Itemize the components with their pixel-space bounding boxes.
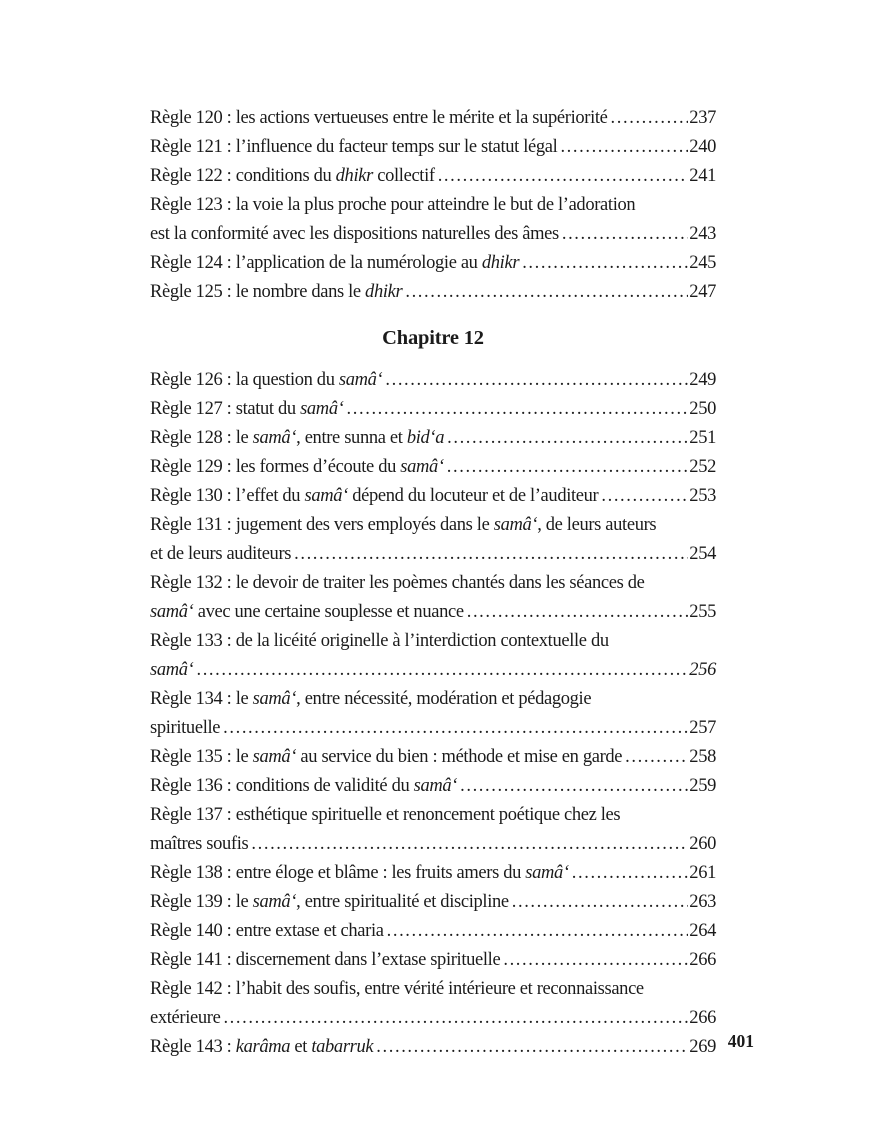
- toc-page-number: 237: [689, 108, 716, 128]
- toc-page-number: 260: [689, 834, 716, 854]
- toc-entry-text: [150, 482, 598, 511]
- toc-entry-text: [150, 515, 656, 535]
- toc-entry-line-last: [150, 220, 716, 249]
- toc-entry-text: [150, 195, 635, 215]
- toc-entry: [150, 511, 716, 569]
- dot-leader: [447, 453, 689, 482]
- toc-entry-line-last: [150, 656, 716, 685]
- toc-text-segment: Règle 132 : le devoir de traiter les poèmes chantés dans les séances de: [150, 573, 645, 593]
- toc-entry: [150, 482, 716, 511]
- dot-leader: [512, 888, 689, 917]
- dot-leader: [560, 133, 688, 162]
- toc-entry-text: [150, 1004, 220, 1033]
- toc-text-segment: Règle 142 : l’habit des soufis, entre vérité intérieure et reconnaissance: [150, 979, 644, 999]
- toc-entry-line-last: [150, 714, 716, 743]
- toc-text-segment: Règle 130 : l’effet du: [150, 486, 305, 506]
- toc-entry-text: [150, 859, 569, 888]
- toc-entry-line: [150, 685, 716, 714]
- toc-text-segment: dépend du locuteur et de l’auditeur: [347, 486, 599, 506]
- toc-text-segment: , de leurs auteurs: [537, 515, 657, 535]
- dot-leader: [601, 482, 688, 511]
- toc-page-number: 261: [689, 863, 716, 883]
- dot-leader: [572, 859, 689, 888]
- toc-page-number: 247: [689, 282, 716, 302]
- toc-entry: [150, 366, 716, 395]
- toc-text-segment: Règle 127 : statut du: [150, 399, 301, 419]
- toc-text-segment: Règle 128 : le: [150, 428, 253, 448]
- toc-text-segment: Règle 123 : la voie la plus proche pour atteindre le but de l’adoration: [150, 195, 636, 215]
- toc-page-number: 264: [689, 921, 716, 941]
- italic-term: dhikr: [481, 253, 520, 273]
- italic-term: samâ‘: [252, 689, 297, 709]
- dot-leader: [347, 395, 689, 424]
- toc-page-number: 258: [689, 747, 716, 767]
- toc-entry-text: [150, 631, 609, 651]
- toc-entry-text: [150, 979, 644, 999]
- toc-entry-line-last: [150, 772, 716, 801]
- toc-text-segment: , entre sunna et: [296, 428, 407, 448]
- toc-entry-text: [150, 278, 402, 307]
- toc-text-segment: Règle 131 : jugement des vers employés dans le: [150, 515, 494, 535]
- toc-entry: [150, 975, 716, 1033]
- italic-term: samâ‘: [493, 515, 538, 535]
- toc-entry-line-last: [150, 946, 716, 975]
- toc-page-number: 269: [689, 1037, 716, 1057]
- toc-text-segment: Règle 143 :: [150, 1037, 236, 1057]
- toc-entry: [150, 888, 716, 917]
- page-number: 401: [727, 1031, 754, 1051]
- toc-text-segment: Règle 137 : esthétique spirituelle et renoncement poétique chez les: [150, 805, 621, 825]
- toc-entry-text: [150, 689, 591, 709]
- toc-text-segment: Règle 120 : les actions vertueuses entre le mérite et la supériorité: [150, 108, 608, 128]
- toc-entry-text: [150, 540, 291, 569]
- dot-leader: [467, 598, 689, 627]
- toc-text-segment: Règle 134 : le: [150, 689, 253, 709]
- toc-entry: [150, 772, 716, 801]
- dot-leader: [438, 162, 689, 191]
- toc-entry-text: [150, 133, 557, 162]
- dot-leader: [503, 946, 688, 975]
- toc-entry-line-last: [150, 395, 716, 424]
- dot-leader: [223, 1004, 688, 1033]
- toc-entry-line: [150, 627, 716, 656]
- toc-entry-line-last: [150, 424, 716, 453]
- toc-entry-text: [150, 424, 444, 453]
- toc-entry-line-last: [150, 162, 716, 191]
- toc-text-segment: Règle 141 : discernement dans l’extase spirituelle: [150, 950, 501, 970]
- toc-entry-text: [150, 573, 645, 593]
- toc-entry-text: [150, 830, 248, 859]
- italic-term: samâ‘: [252, 747, 297, 767]
- italic-term: samâ‘: [525, 863, 569, 883]
- toc-text-segment: , entre spiritualité et discipline: [296, 892, 509, 912]
- italic-term: dhikr: [365, 282, 403, 302]
- toc-entry-text: [150, 772, 457, 801]
- toc-entry-line: [150, 801, 716, 830]
- toc-entry: [150, 278, 716, 307]
- toc-entry-text: [150, 104, 608, 133]
- italic-term: dhikr: [335, 166, 373, 186]
- toc-page-number: 250: [689, 399, 716, 419]
- italic-term: samâ‘: [252, 892, 297, 912]
- toc-page-number: 252: [689, 457, 716, 477]
- chapter-heading: Chapitre 12: [382, 327, 484, 349]
- dot-leader: [387, 917, 689, 946]
- toc-entry-line-last: [150, 278, 716, 307]
- toc-entry-line-last: [150, 249, 716, 278]
- toc-entry: [150, 743, 716, 772]
- toc-entry-text: [150, 656, 193, 685]
- toc-page-number: 253: [689, 486, 716, 506]
- dot-leader: [611, 104, 689, 133]
- toc-text-segment: au service du bien : méthode et mise en garde: [296, 747, 623, 767]
- toc-entry-text: [150, 220, 559, 249]
- toc-entry-line-last: [150, 1004, 716, 1033]
- toc-entry: [150, 104, 716, 133]
- toc-entry: [150, 627, 716, 685]
- toc-text-segment: Règle 133 : de la licéité originelle à l’interdiction contextuelle du: [150, 631, 609, 651]
- toc-text-segment: Règle 135 : le: [150, 747, 253, 767]
- toc-text-segment: Règle 129 : les formes d’écoute du: [150, 457, 401, 477]
- toc-page-number: 256: [689, 660, 716, 680]
- italic-term: samâ‘: [400, 457, 444, 477]
- toc-page-number: 251: [689, 428, 716, 448]
- toc-text-segment: Règle 126 : la question du: [150, 370, 339, 390]
- toc-text-segment: maîtres soufis: [150, 834, 249, 854]
- toc-entry-line-last: [150, 830, 716, 859]
- toc-entry-text: [150, 946, 500, 975]
- toc-text-segment: collectif: [372, 166, 435, 186]
- dot-leader: [562, 220, 688, 249]
- toc-entry-line-last: [150, 888, 716, 917]
- dot-leader: [522, 249, 688, 278]
- toc-entry: [150, 685, 716, 743]
- toc-text-segment: Règle 136 : conditions de validité du: [150, 776, 414, 796]
- toc-entry-line-last: [150, 366, 716, 395]
- table-of-contents: [150, 104, 716, 1062]
- toc-entry-line-last: [150, 104, 716, 133]
- toc-text-segment: , entre nécessité, modération et pédagogie: [296, 689, 592, 709]
- toc-text-segment: Règle 125 : le nombre dans le: [150, 282, 366, 302]
- toc-text-segment: avec une certaine souplesse et nuance: [193, 602, 464, 622]
- toc-text-segment: extérieure: [150, 1008, 221, 1028]
- toc-entry: [150, 191, 716, 249]
- toc-entry-line: [150, 191, 716, 220]
- toc-text-segment: est la conformité avec les dispositions naturelles des âmes: [150, 224, 559, 244]
- toc-text-segment: Règle 122 : conditions du: [150, 166, 336, 186]
- toc-page-number: 266: [689, 1008, 716, 1028]
- italic-term: samâ‘: [413, 776, 458, 796]
- toc-entry-line-last: [150, 133, 716, 162]
- toc-entry-text: [150, 162, 435, 191]
- toc-text-segment: Règle 121 : l’influence du facteur temps sur le statut légal: [150, 137, 558, 157]
- toc-page-number: 243: [689, 224, 716, 244]
- toc-entry: [150, 946, 716, 975]
- toc-page-number: 245: [689, 253, 716, 273]
- toc-entry-line: [150, 975, 716, 1004]
- toc-text-segment: et de leurs auditeurs: [150, 544, 292, 564]
- toc-text-segment: et: [290, 1037, 312, 1057]
- dot-leader: [405, 278, 688, 307]
- toc-text-segment: spirituelle: [150, 718, 221, 738]
- dot-leader: [196, 656, 688, 685]
- dot-leader: [251, 830, 688, 859]
- toc-entry-line-last: [150, 859, 716, 888]
- dot-leader: [385, 366, 688, 395]
- toc-entry: [150, 859, 716, 888]
- toc-page-number: 257: [689, 718, 716, 738]
- italic-term: bid‘a: [406, 428, 445, 448]
- dot-leader: [625, 743, 688, 772]
- toc-entry-text: [150, 743, 622, 772]
- toc-page-number: 254: [689, 544, 716, 564]
- toc-entry-text: [150, 888, 509, 917]
- dot-leader: [223, 714, 688, 743]
- toc-page-number: 249: [689, 370, 716, 390]
- toc-entry-text: [150, 598, 464, 627]
- italic-term: samâ‘: [252, 428, 297, 448]
- italic-term: samâ‘: [338, 370, 383, 390]
- toc-text-segment: Règle 140 : entre extase et charia: [150, 921, 384, 941]
- toc-entry: [150, 569, 716, 627]
- toc-page-number: 241: [689, 166, 716, 186]
- italic-term: samâ‘: [150, 660, 194, 680]
- toc-entry-text: [150, 366, 382, 395]
- toc-entry-line: [150, 511, 716, 540]
- toc-entry-line-last: [150, 917, 716, 946]
- toc-entry-line: [150, 569, 716, 598]
- toc-entry-text: [150, 805, 620, 825]
- toc-entry-line-last: [150, 598, 716, 627]
- dot-leader: [460, 772, 688, 801]
- toc-text-segment: Règle 138 : entre éloge et blâme : les fruits amers du: [150, 863, 526, 883]
- italic-term: karâma: [235, 1037, 291, 1057]
- toc-entry: [150, 917, 716, 946]
- toc-text-segment: Règle 124 : l’application de la numérologie au: [150, 253, 482, 273]
- toc-page-number: 263: [689, 892, 716, 912]
- toc-entry: [150, 249, 716, 278]
- toc-entry-line-last: [150, 743, 716, 772]
- toc-entry: [150, 424, 716, 453]
- italic-term: samâ‘: [300, 399, 344, 419]
- toc-entry: [150, 801, 716, 859]
- toc-page-number: 259: [689, 776, 716, 796]
- toc-entry-text: [150, 714, 220, 743]
- toc-entry-line-last: [150, 540, 716, 569]
- italic-term: samâ‘: [304, 486, 348, 506]
- toc-entry-line-last: [150, 453, 716, 482]
- toc-entry: [150, 162, 716, 191]
- toc-text-segment: Règle 139 : le: [150, 892, 253, 912]
- toc-page-number: 266: [689, 950, 716, 970]
- toc-entry-text: [150, 249, 519, 278]
- dot-leader: [447, 424, 688, 453]
- toc-page-number: 240: [689, 137, 716, 157]
- dot-leader: [294, 540, 688, 569]
- toc-entry: [150, 133, 716, 162]
- toc-entry: [150, 395, 716, 424]
- italic-term: tabarruk: [311, 1037, 374, 1057]
- toc-entry-line-last: [150, 482, 716, 511]
- toc-entry: [150, 453, 716, 482]
- toc-entry-text: [150, 395, 344, 424]
- toc-entry-text: [150, 917, 384, 946]
- italic-term: samâ‘: [150, 602, 194, 622]
- toc-entry-text: [150, 453, 444, 482]
- toc-page-number: 255: [689, 602, 716, 622]
